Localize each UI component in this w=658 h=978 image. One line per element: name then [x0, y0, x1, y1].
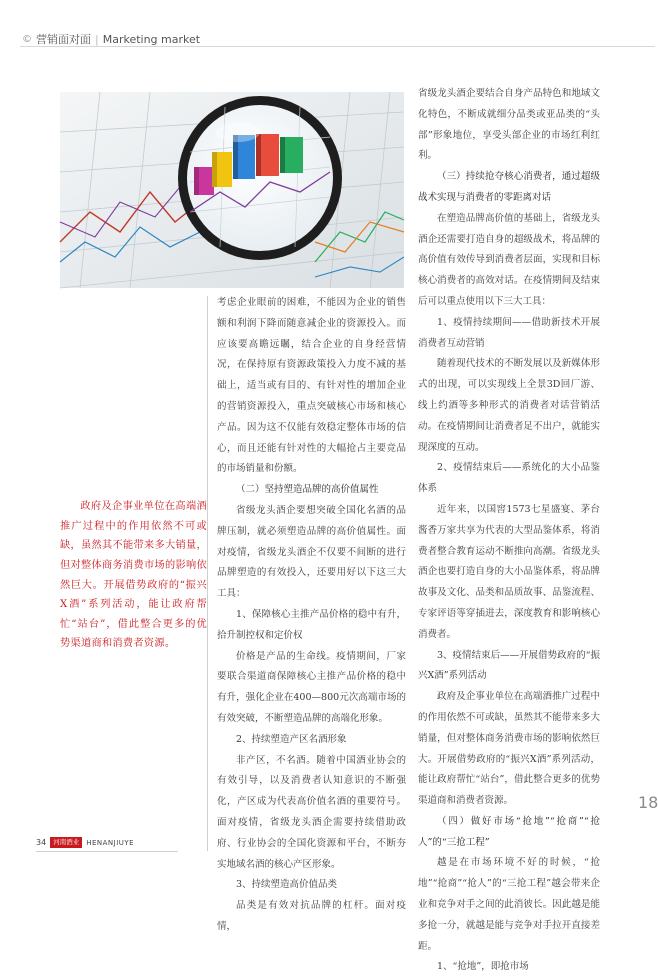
paragraph: 省级龙头酒企要结合自身产品特色和地域文化特色，不断成就细分品类或亚品类的“头部”形象地位，享受头部企业的市场红利红利。 [418, 88, 600, 162]
hero-image [60, 92, 404, 288]
footer-rule [36, 851, 178, 852]
paragraph: 政府及企事业单位在高端酒推广过程中的作用依然不可或缺，虽然其不能带来多大销量，但对整体商务消费市场的影响依然巨大。开展借势政府的“振兴X酒”系列活动，能让政府帮忙“站台”，借此整合更多的优势渠道商和消费者资源。 [418, 691, 600, 807]
subheading: 1、保障核心主推产品价格的稳中有升，拾升制控权和定价权 [217, 608, 406, 641]
paragraph: 省级龙头酒企要想突破全国化名酒的品牌压制，就必须塑造品牌的高价值属性。面对疫情，省级龙头酒企不仅要不间断的进行品牌塑造的有效投入，还要用好以下这三大工具： [217, 504, 406, 600]
subheading: 3、持续塑造高价值品类 [236, 879, 338, 891]
pull-quote-text: 政府及企事业单位在高端酒推广过程中的作用依然不可或缺，虽然其不能带来多大销量，但对整体商务消费市场的影响依然巨大。开展借势政府的“振兴X酒”系列活动，能让政府帮忙“站台”，借此整合更多的优势渠道商和消费者资源。 [60, 501, 207, 650]
pull-quote [60, 487, 207, 664]
paragraph: 非产区，不名酒。随着中国酒业协会的有效引导，以及消费者认知意识的不断强化，产区成为代表高价值名酒的重要符号。面对疫情，省级龙头酒企需要持续借助政府、行业协会的全国化资源和平台，不断夯实地域名酒的核心产区形象。 [217, 754, 406, 870]
paragraph: 近年来，以国窖1573七星盛宴、茅台酱香万家共享为代表的大型品鉴体系，将消费者整合教育运动不断推向高潮。省级龙头酒企也要打造自身的大小品鉴体系，将品牌故事及文化、品类和品质故事、品鉴流程、专家评语等穿插进去，深度教育和影响核心消费者。 [418, 503, 600, 640]
paragraph: 价格是产品的生命线。疫情期间，厂家要联合渠道商保障核心主推产品价格的稳中有升，强化企业在400—800元次高端市场的有效突破，不断塑造品牌的高端化形象。 [217, 650, 406, 724]
magnifier-bar-chart-icon [60, 92, 404, 288]
subheading: 3、疫情结束后——开展借势政府的“振兴X酒”系列活动 [418, 649, 600, 682]
article-column-middle [217, 293, 406, 932]
magazine-brand-en: HENANJIUYE [86, 838, 135, 847]
side-page-number: 18 [638, 793, 658, 812]
column-divider [207, 296, 208, 851]
page-footer [36, 837, 134, 848]
section-header [22, 31, 200, 47]
paragraph: 品类是有效对抗品牌的杠杆。面对疫情， [217, 900, 406, 932]
paragraph: 随着现代技术的不断发展以及新媒体形式的出现，可以实现线上全景3D回厂游、线上约酒等多种形式的消费者对话营销活动。在疫情期间让消费者足不出户，就能实现深度的互动。 [418, 358, 600, 453]
header-divider: | [95, 32, 99, 46]
section-title-en: Marketing market [102, 32, 201, 46]
page-number: 34 [36, 838, 47, 847]
section-title: 营销面对面 [36, 33, 91, 46]
header-rule [20, 46, 655, 47]
subheading: 2、持续塑造产区名酒形象 [236, 733, 347, 745]
subheading: 1、“抢地”，即抢市场 [437, 961, 529, 973]
article-column-right [418, 84, 600, 973]
subheading: 2、疫情结束后——系统化的大小品鉴体系 [418, 462, 600, 495]
paragraph: 考虑企业眼前的困难，不能因为企业的销售额和利润下降而随意减企业的资源投入。而应该要高瞻远瞩，结合企业的自身经营情况，在保持原有资源政策投入力度不减的基础上，适当或有目的、有针对性的增加企业的营销资源投入，重点突破核心市场和核心产品。因为这不仅能有效稳定整体市场的信心，而且还能有针对性的大幅抢占主要竞品的市场销量和份额。 [217, 297, 406, 475]
section-heading: （四）做好市场“抢地”“抢商”“抢人”的“三抢工程” [418, 815, 600, 848]
subheading: 1、疫情持续期间——借助新技术开展消费者互动营销 [418, 316, 600, 349]
paragraph: 在塑造品牌高价值的基础上，省级龙头酒企还需要打造自身的超级战术，将品牌的高价值有效传导到消费者层面，实现和目标核心消费者的高效对话。在疫情期间及结束后可以重点使用以下三大工具： [418, 212, 600, 307]
section-heading: （二）坚持塑造品牌的高价值属性 [236, 484, 379, 496]
paragraph: 越是在市场环境不好的时候，“抢地”“抢商”“抢人”的“三抢工程”越会带来企业和竞争对手之间的此消彼长。因此越是能多抢一分，就越是能与竞争对手拉开直接差距。 [418, 857, 600, 952]
circle-c-icon: © [22, 33, 32, 45]
magazine-brand: 河南酒业 [50, 837, 82, 848]
section-heading: （三）持续抢夺核心消费者，通过超级战术实现与消费者的零距离对话 [418, 171, 600, 203]
